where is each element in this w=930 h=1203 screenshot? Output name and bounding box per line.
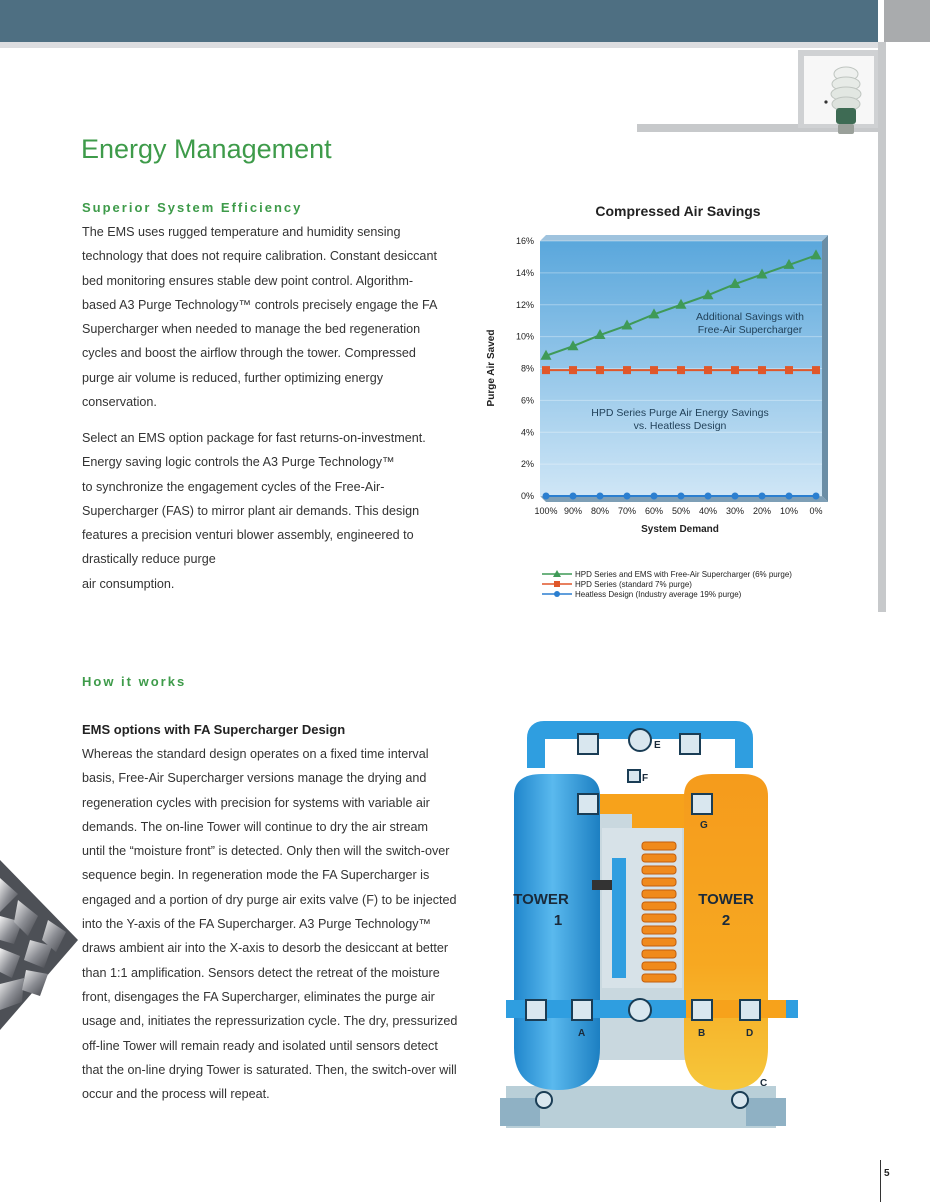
series-point <box>569 366 577 374</box>
text-line: sequence begin. In regeneration mode the FA Supercharger is <box>82 868 430 883</box>
series-point <box>624 493 631 500</box>
text-line: off-line Tower will remain ready and isolated until sensors detect <box>82 1038 438 1053</box>
y-tick-label: 0% <box>520 491 534 501</box>
annotation-hpd-line2: vs. Heatless Design <box>633 420 727 432</box>
section-subhead-efficiency: Superior System Efficiency <box>82 200 303 215</box>
x-tick-label: 40% <box>698 506 718 516</box>
series-point <box>543 493 550 500</box>
text-line: front, disengages the FA Supercharger, eliminates the purge air <box>82 989 435 1004</box>
side-rule <box>878 42 886 612</box>
tower2-label-line2: 2 <box>721 912 731 929</box>
series-point <box>597 493 604 500</box>
text-line: air consumption. <box>82 576 175 591</box>
series-point <box>623 366 631 374</box>
x-tick-label: 30% <box>725 506 745 516</box>
text-line: Energy saving logic controls the A3 Purge Technology™ <box>82 455 395 470</box>
series-point <box>732 493 739 500</box>
tower1-label-line1: TOWER <box>513 891 569 908</box>
y-tick-label: 2% <box>520 459 534 470</box>
annotation-savings-line2: Free-Air Supercharger <box>697 324 803 336</box>
text-line: based A3 Purge Technology™ controls precisely engage the FA <box>82 297 438 312</box>
tower-1 <box>514 774 600 1090</box>
header-bar <box>0 0 878 42</box>
lightbulb-icon <box>818 62 866 144</box>
text-line: until the “moisture front” is detected. Only then will the switch-over <box>82 844 450 859</box>
series-point <box>678 493 685 500</box>
ems-options-heading: EMS options with FA Supercharger Design <box>82 722 346 737</box>
valve-label-d: D <box>746 1028 754 1039</box>
legend-label: Heatless Design (Industry average 19% purge) <box>575 590 742 599</box>
text-line: cycles and boost the airflow through the tower. Compressed <box>82 346 416 361</box>
valve-label-g: G <box>700 820 708 831</box>
how-it-works-paragraph <box>82 742 482 1106</box>
text-line: than 1:1 amplification. Sensors detect the retreat of the moisture <box>82 965 440 980</box>
valve-label-b: B <box>698 1028 706 1039</box>
text-line: basis, Free-Air Supercharger versions manage the drying and <box>82 771 427 786</box>
x-tick-label: 70% <box>617 506 637 516</box>
x-tick-label: 20% <box>752 506 772 516</box>
legend-marker <box>554 581 560 587</box>
text-line: technology that does not require calibration. Constant desiccant <box>82 249 437 264</box>
y-axis-label: Purge Air Saved <box>486 329 497 407</box>
x-tick-label: 0% <box>809 506 823 516</box>
x-tick-label: 60% <box>644 506 664 516</box>
text-line: Supercharger when needed to manage the bed regeneration <box>82 322 421 337</box>
y-tick-label: 12% <box>515 299 534 310</box>
text-line: to synchronize the engagement cycles of the Free-Air- <box>82 479 385 494</box>
valve-label-c: C <box>760 1078 768 1089</box>
annotation-savings-line1: Additional Savings with <box>696 311 804 323</box>
compressed-air-savings-chart <box>478 196 838 608</box>
ems-option-paragraph <box>82 426 482 596</box>
series-point <box>570 493 577 500</box>
legend-label: HPD Series and EMS with Free-Air Supercharger (6% purge) <box>575 570 792 579</box>
text-line: demands. The on-line Tower will continue to dry the air stream <box>82 819 429 834</box>
text-line: conservation. <box>82 395 157 410</box>
x-tick-label: 100% <box>534 506 558 516</box>
footer-rule <box>880 1160 881 1202</box>
series-point <box>704 366 712 374</box>
series-point <box>785 366 793 374</box>
annotation-hpd-line1: HPD Series Purge Air Energy Savings <box>591 407 769 419</box>
tower-2 <box>684 774 768 1090</box>
y-tick-label: 10% <box>515 331 534 342</box>
text-line: Supercharger (FAS) to mirror plant air demands. This design <box>82 503 420 518</box>
chart-title: Compressed Air Savings <box>595 203 761 219</box>
valve-label-f: F <box>642 773 649 784</box>
series-point <box>650 366 658 374</box>
text-line: occur and the process will repeat. <box>82 1087 270 1102</box>
series-point <box>758 366 766 374</box>
tower1-label-line2: 1 <box>553 912 563 929</box>
text-line: engaged and a portion of dry purge air exits valve (F) to be injected <box>82 892 457 907</box>
series-point <box>542 366 550 374</box>
tower2-label-line1: TOWER <box>698 891 754 908</box>
legend-label: HPD Series (standard 7% purge) <box>575 580 692 589</box>
text-line: drastically reduce purge <box>82 552 216 567</box>
page-number: 5 <box>884 1168 890 1179</box>
series-point <box>705 493 712 500</box>
text-line: The EMS uses rugged temperature and humidity sensing <box>82 225 401 239</box>
text-line: draws ambient air into the X-axis to desorb the desiccant at better <box>82 941 449 956</box>
header-bar-accent <box>884 0 930 42</box>
efficiency-paragraph <box>82 220 482 414</box>
x-axis-label: System Demand <box>641 524 719 535</box>
valve-label-a: A <box>578 1028 586 1039</box>
text-line: features a precision venturi blower assembly, engineered to <box>82 528 414 543</box>
valve-label-e: E <box>654 740 661 751</box>
series-point <box>677 366 685 374</box>
x-tick-label: 10% <box>779 506 799 516</box>
text-line: usage and, initiates the repressurization cycle. The dry, pressurized <box>82 1014 458 1029</box>
y-tick-label: 16% <box>515 236 534 246</box>
y-tick-label: 14% <box>515 267 534 278</box>
series-point <box>596 366 604 374</box>
text-line: that the on-line drying Tower is saturated. Then, the switch-over will <box>82 1062 457 1077</box>
series-point <box>759 493 766 500</box>
dryer-diagram <box>496 718 808 1136</box>
series-point <box>812 366 820 374</box>
x-tick-label: 80% <box>590 506 610 516</box>
series-point <box>651 493 658 500</box>
series-point <box>731 366 739 374</box>
page-title: Energy Management <box>81 134 332 164</box>
woven-swatch-image <box>0 860 78 1030</box>
text-line: Whereas the standard design operates on a fixed time interval <box>82 747 429 761</box>
legend-marker <box>554 591 560 597</box>
text-line: purge air volume is reduced, further optimizing energy <box>82 370 384 385</box>
series-point <box>813 493 820 500</box>
header-rule <box>0 42 878 48</box>
text-line: Select an EMS option package for fast returns-on-investment. <box>82 431 426 445</box>
text-line: bed monitoring ensures stable dew point control. Algorithm- <box>82 273 414 288</box>
text-line: into the Y-axis of the FA Supercharger. A3 Purge Technology™ <box>82 917 432 932</box>
x-tick-label: 90% <box>563 506 583 516</box>
series-point <box>786 493 793 500</box>
y-tick-label: 6% <box>520 395 534 406</box>
x-tick-label: 50% <box>671 506 691 516</box>
y-tick-label: 8% <box>520 363 534 374</box>
text-line: regeneration cycles with precision for systems with variable air <box>82 795 430 810</box>
section-subhead-how-it-works: How it works <box>82 674 187 689</box>
y-tick-label: 4% <box>520 427 534 438</box>
